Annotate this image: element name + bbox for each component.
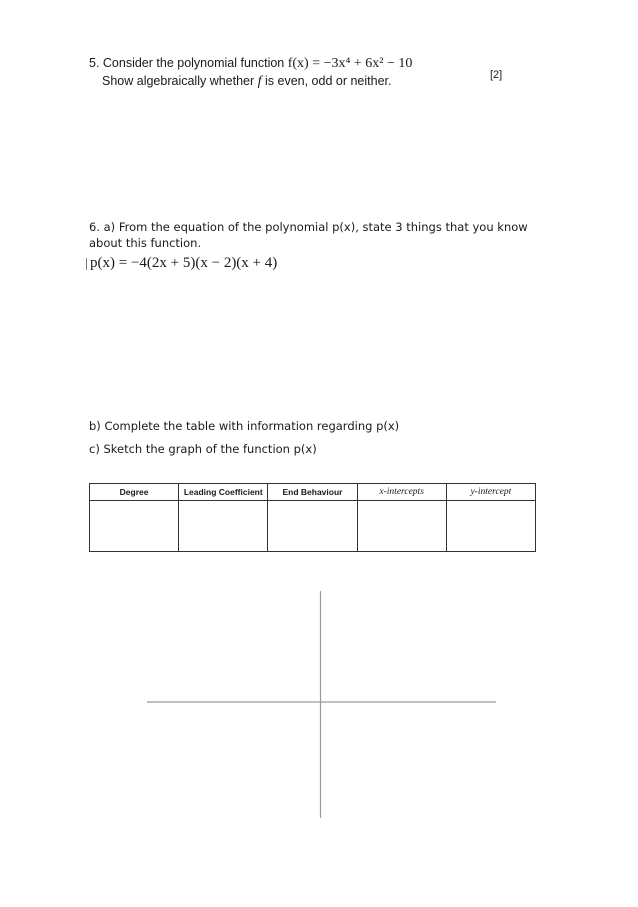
q5-prompt: 5. Consider the polynomial function: [89, 56, 288, 70]
q6a-line-1: 6. a) From the equation of the polynomial p(x), state 3 things that you know: [89, 220, 528, 234]
header-leading-coefficient: Leading Coefficient: [179, 484, 268, 501]
q6b-prompt: b) Complete the table with information regarding p(x): [89, 419, 400, 433]
header-x-intercepts: x-intercepts: [357, 484, 446, 501]
q5-function-name: f: [257, 74, 262, 89]
q5-function-expression: f(x) = −3x⁴ + 6x² − 10: [287, 56, 413, 71]
q5-marks: [2]: [490, 69, 503, 81]
header-y-intercept: y-intercept: [446, 484, 535, 501]
q6a-line-2: about this function.: [89, 236, 202, 250]
q6c-prompt: c) Sketch the graph of the function p(x): [89, 442, 317, 456]
header-degree: Degree: [90, 484, 179, 501]
header-end-behaviour: End Behaviour: [268, 484, 357, 501]
q6-equation: p(x) = −4(2x + 5)(x − 2)(x + 4): [90, 255, 278, 271]
q5-instruction-start: Show algebraically whether: [102, 74, 258, 88]
q5-instruction-end: is even, odd or neither.: [261, 74, 392, 88]
